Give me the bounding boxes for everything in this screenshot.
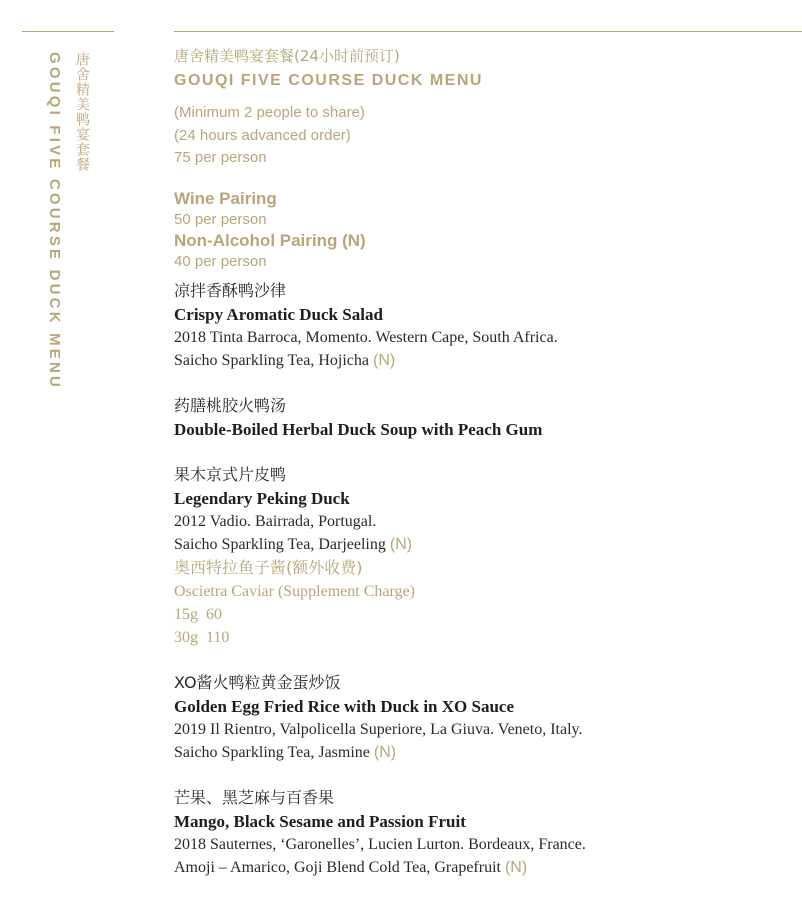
wine-pairing-line: 2012 Vadio. Bairrada, Portugal.	[174, 512, 377, 530]
course-name-chinese: 药膳桃胶火鸭汤	[174, 395, 287, 415]
caviar-title-chinese: 奥西特拉鱼子酱(额外收费)	[174, 557, 363, 577]
non-alcohol-pairing-price: 40 per person	[174, 252, 267, 270]
wine-pairing-line: 2018 Tinta Barroca, Momento. Western Cape, South Africa.	[174, 328, 558, 346]
course-name-chinese: 凉拌香酥鸭沙律	[174, 280, 287, 300]
tea-pairing-line	[174, 856, 794, 879]
tea-pairing-text: Saicho Sparkling Tea, Jasmine	[174, 743, 370, 761]
wine-pairing-line: 2018 Sauternes, ‘Garonelles’, Lucien Lurton. Bordeaux, France.	[174, 835, 586, 853]
side-title-english: GOUQI FIVE COURSE DUCK MENU	[46, 52, 63, 391]
tea-pairing-line	[174, 533, 794, 556]
note-advance-order: (24 hours advanced order)	[174, 126, 351, 144]
menu-title-english: GOUQI FIVE COURSE DUCK MENU	[174, 72, 483, 89]
menu-title-chinese: 唐舍精美鸭宴套餐(24小时前预订)	[174, 47, 400, 65]
caviar-title-english: Oscietra Caviar (Supplement Charge)	[174, 582, 415, 600]
wine-pairing-title: Wine Pairing	[174, 188, 277, 208]
course-name-chinese: 芒果、黑芝麻与百香果	[174, 787, 335, 807]
wine-pairing-line: 2019 Il Rientro, Valpolicella Superiore, La Giuva. Veneto, Italy.	[174, 720, 583, 738]
tea-pairing-text: Saicho Sparkling Tea, Darjeeling	[174, 535, 386, 553]
course-name-english: Mango, Black Sesame and Passion Fruit	[174, 811, 466, 831]
course-name-english: Legendary Peking Duck	[174, 488, 350, 508]
wine-pairing-price: 50 per person	[174, 210, 267, 228]
tea-pairing-text: Saicho Sparkling Tea, Hojicha	[174, 351, 369, 369]
non-alcohol-flag: (N)	[372, 351, 396, 369]
course-name-chinese: 果木京式片皮鸭	[174, 464, 287, 484]
note-price: 75 per person	[174, 149, 267, 166]
course-name-chinese: XO酱火鸭粒黄金蛋炒饭	[174, 672, 341, 692]
course-name-english: Crispy Aromatic Duck Salad	[174, 304, 383, 324]
course-name-english: Double-Boiled Herbal Duck Soup with Peach Gum	[174, 419, 543, 439]
course-item	[174, 463, 794, 649]
non-alcohol-flag: (N)	[389, 535, 413, 553]
non-alcohol-flag: (N)	[373, 743, 397, 761]
note-minimum: (Minimum 2 people to share)	[174, 104, 365, 121]
top-divider	[174, 31, 802, 32]
menu-header	[174, 45, 794, 170]
course-item	[174, 394, 794, 441]
caviar-option: 15g 60	[174, 605, 222, 623]
non-alcohol-flag: (N)	[504, 858, 528, 876]
caviar-option: 30g 110	[174, 628, 230, 646]
menu-notes	[174, 102, 794, 170]
course-item	[174, 786, 794, 879]
left-divider	[22, 31, 114, 32]
course-name-english: Golden Egg Fried Rice with Duck in XO Sauce	[174, 696, 515, 716]
course-item	[174, 279, 794, 372]
tea-pairing-line	[174, 349, 794, 372]
tea-pairing-line	[174, 741, 794, 764]
menu-content	[174, 45, 794, 879]
course-item	[174, 671, 794, 764]
side-title-chinese: 唐舍精美鸭宴套餐	[74, 52, 90, 172]
non-alcohol-pairing-title: Non-Alcohol Pairing (N)	[174, 230, 366, 250]
tea-pairing-text: Amoji – Amarico, Goji Blend Cold Tea, Grapefruit	[174, 858, 501, 876]
pairings	[174, 189, 794, 273]
